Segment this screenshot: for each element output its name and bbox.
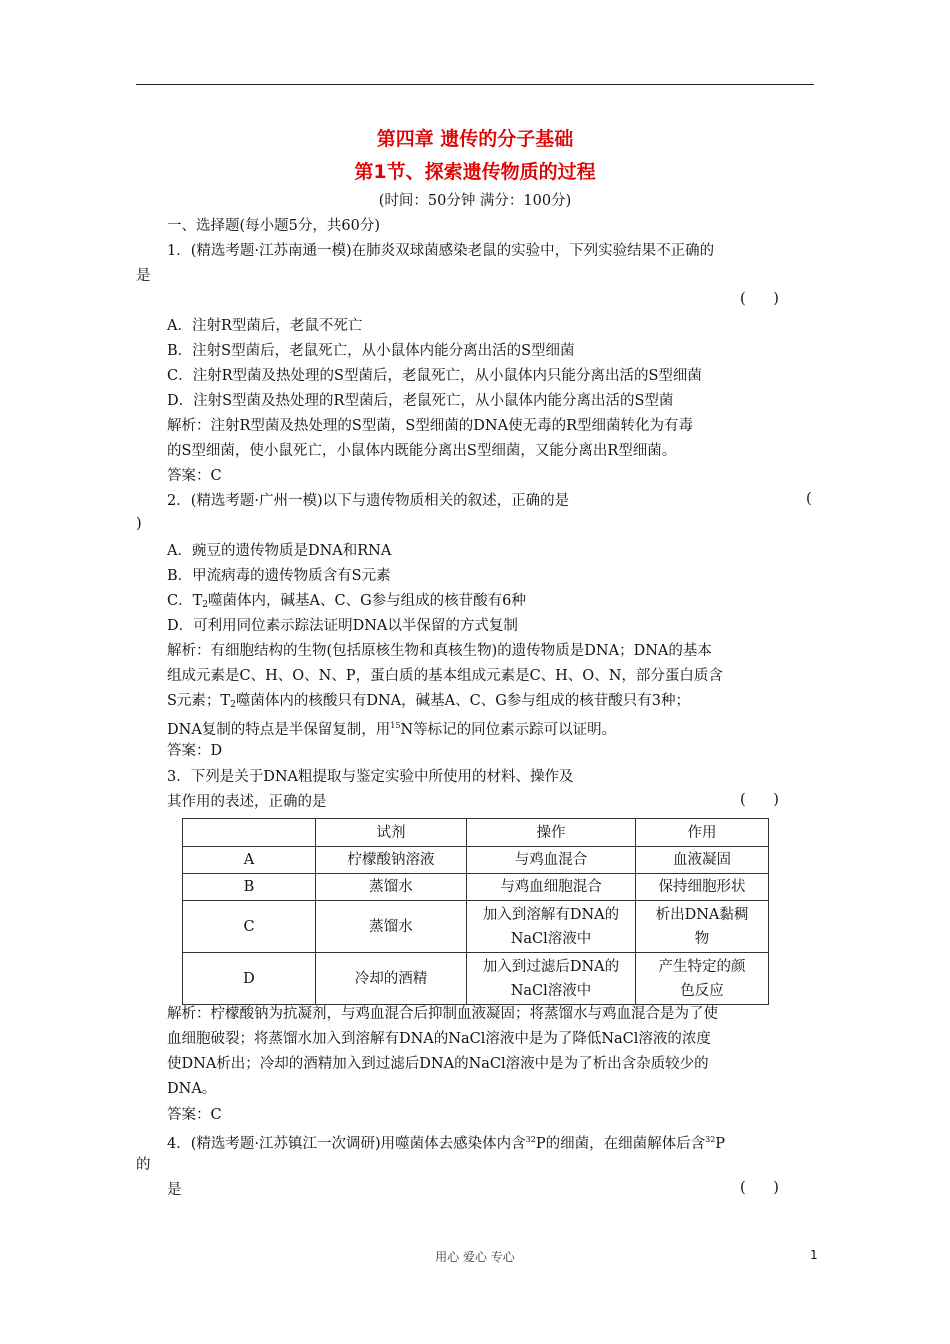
q2-analysis: 解析：有细胞结构的生物(包括原核生物和真核生物)的遗传物质是DNA；DNA的基本	[167, 643, 712, 659]
cell-line: NaCl溶液中	[510, 982, 592, 999]
page-number: 1	[810, 1248, 818, 1262]
cell-line: 析出DNA黏稠	[655, 906, 749, 923]
cell-line: 加入到溶解有DNA的	[482, 906, 620, 923]
q2-paren-close: )	[136, 516, 142, 532]
cell-line: 色反应	[680, 982, 724, 999]
q1-stem: 1．(精选考题·江苏南通一模)在肺炎双球菌感染老鼠的实验中，下列实验结果不正确的	[167, 243, 715, 259]
table-header-cell: 试剂	[316, 819, 467, 847]
table-row	[183, 874, 769, 901]
q3-answer-blank: ( )	[740, 792, 779, 808]
table-cell: 柠檬酸钠溶液	[316, 847, 467, 874]
q1-stem-cont: 是	[136, 268, 151, 284]
table-cell: 冷却的酒精	[316, 953, 467, 1005]
cell-line: NaCl溶液中	[510, 930, 592, 947]
q2-paren-open: (	[806, 491, 812, 507]
section-intro: 一、选择题(每小题5分，共60分)	[167, 218, 380, 234]
table-cell: 蒸馏水	[316, 901, 467, 953]
q2-option-c: C．$T_2$噬菌体内，碱基A、C、G参与组成的核苷酸有6种	[167, 593, 526, 610]
table-cell: 蒸馏水	[316, 874, 467, 901]
q3-analysis: 解析：柠檬酸钠为抗凝剂，与鸡血混合后抑制血液凝固；将蒸馏水与鸡血混合是为了使	[167, 1006, 718, 1022]
q4-stem-cont: 的	[136, 1157, 151, 1173]
q1-option-b: B．注射S型菌后，老鼠死亡，从小鼠体内能分离出活的S型细菌	[167, 343, 575, 359]
table-header-cell: 操作	[467, 819, 636, 847]
table-cell: 与鸡血细胞混合	[467, 874, 636, 901]
table-cell: 血液凝固	[636, 847, 769, 874]
q3-analysis-line4: DNA。	[167, 1081, 217, 1097]
table-cell: D	[183, 953, 316, 1005]
table-cell: A	[183, 847, 316, 874]
chapter-title: 第四章 遗传的分子基础	[376, 128, 574, 150]
q1-option-c: C．注射R型菌及热处理的S型菌后，老鼠死亡，从小鼠体内只能分离出活的S型细菌	[167, 368, 702, 384]
q4-answer-blank: ( )	[740, 1180, 779, 1196]
exam-meta: (时间：50分钟 满分：100分)	[378, 193, 572, 209]
table-cell: B	[183, 874, 316, 901]
table-header-cell: 作用	[636, 819, 769, 847]
table-cell	[636, 901, 769, 953]
cell-line: 物	[694, 930, 710, 947]
table-cell: 保持细胞形状	[636, 874, 769, 901]
table-cell	[467, 901, 636, 953]
q3-stem-cont: 其作用的表述，正确的是	[167, 794, 327, 810]
q2-option-a: A．豌豆的遗传物质是DNA和RNA	[167, 543, 392, 559]
q3-stem: 3．下列是关于DNA粗提取与鉴定实验中所使用的材料、操作及	[167, 769, 574, 785]
q1-analysis: 解析：注射R型菌及热处理的S型菌，S型细菌的DNA使无毒的R型细菌转化为有毒	[167, 418, 693, 434]
q4-stem-cont2: 是	[167, 1182, 182, 1198]
table-header-row	[183, 819, 769, 847]
q1-option-a: A．注射R型菌后，老鼠不死亡	[167, 318, 363, 334]
table-cell	[636, 953, 769, 1005]
q2-option-b: B．甲流病毒的遗传物质含有S元素	[167, 568, 391, 584]
q1-answer-blank: ( )	[740, 291, 779, 307]
table-row	[183, 901, 769, 953]
table-cell: 与鸡血混合	[467, 847, 636, 874]
table-header-cell	[183, 819, 316, 847]
q3-answer: 答案：C	[167, 1107, 222, 1123]
q2-stem: 2．(精选考题·广州一模)以下与遗传物质相关的叙述，正确的是	[167, 493, 570, 509]
reagent-table	[182, 818, 769, 1005]
q3-analysis-line2: 血细胞破裂；将蒸馏水加入到溶解有DNA的NaCl溶液中是为了降低NaCl溶液的浓度	[167, 1031, 711, 1047]
table-row	[183, 953, 769, 1005]
q4-stem: 4．(精选考题·江苏镇江一次调研)用噬菌体去感染体内含$^{32}$P的细菌，在细菌解体后含$^{32}$P	[167, 1135, 726, 1152]
q2-option-d: D．可利用同位素示踪法证明DNA以半保留的方式复制	[167, 618, 518, 634]
cell-line: 产生特定的颜	[658, 958, 746, 975]
table-row	[183, 847, 769, 874]
cell-line: 加入到过滤后DNA的	[482, 958, 620, 975]
q2-analysis-line2: 组成元素是C、H、O、N、P，蛋白质的基本组成元素是C、H、O、N，部分蛋白质含	[167, 668, 723, 684]
q1-option-d: D．注射S型菌及热处理的R型菌后，老鼠死亡，从小鼠体内能分离出活的S型菌	[167, 393, 674, 409]
section-title: 第1节、探索遗传物质的过程	[354, 161, 596, 183]
q3-analysis-line3: 使DNA析出；冷却的酒精加入到过滤后DNA的NaCl溶液中是为了析出含杂质较少的	[167, 1056, 709, 1072]
q2-analysis-line4: DNA复制的特点是半保留复制，用$^{15}$N等标记的同位素示踪可以证明。	[167, 721, 617, 738]
q2-answer: 答案：D	[167, 743, 223, 759]
q1-analysis-cont: 的S型细菌，使小鼠死亡，小鼠体内既能分离出S型细菌，又能分离出R型细菌。	[167, 443, 677, 459]
header-rule	[136, 84, 814, 85]
table-cell: C	[183, 901, 316, 953]
q2-analysis-line3: S元素；$T_2$噬菌体内的核酸只有DNA，碱基A、C、G参与组成的核苷酸只有3种；	[167, 693, 691, 710]
page-footer: 用心 爱心 专心	[435, 1250, 515, 1264]
table-cell	[467, 953, 636, 1005]
q1-answer: 答案：C	[167, 468, 222, 484]
